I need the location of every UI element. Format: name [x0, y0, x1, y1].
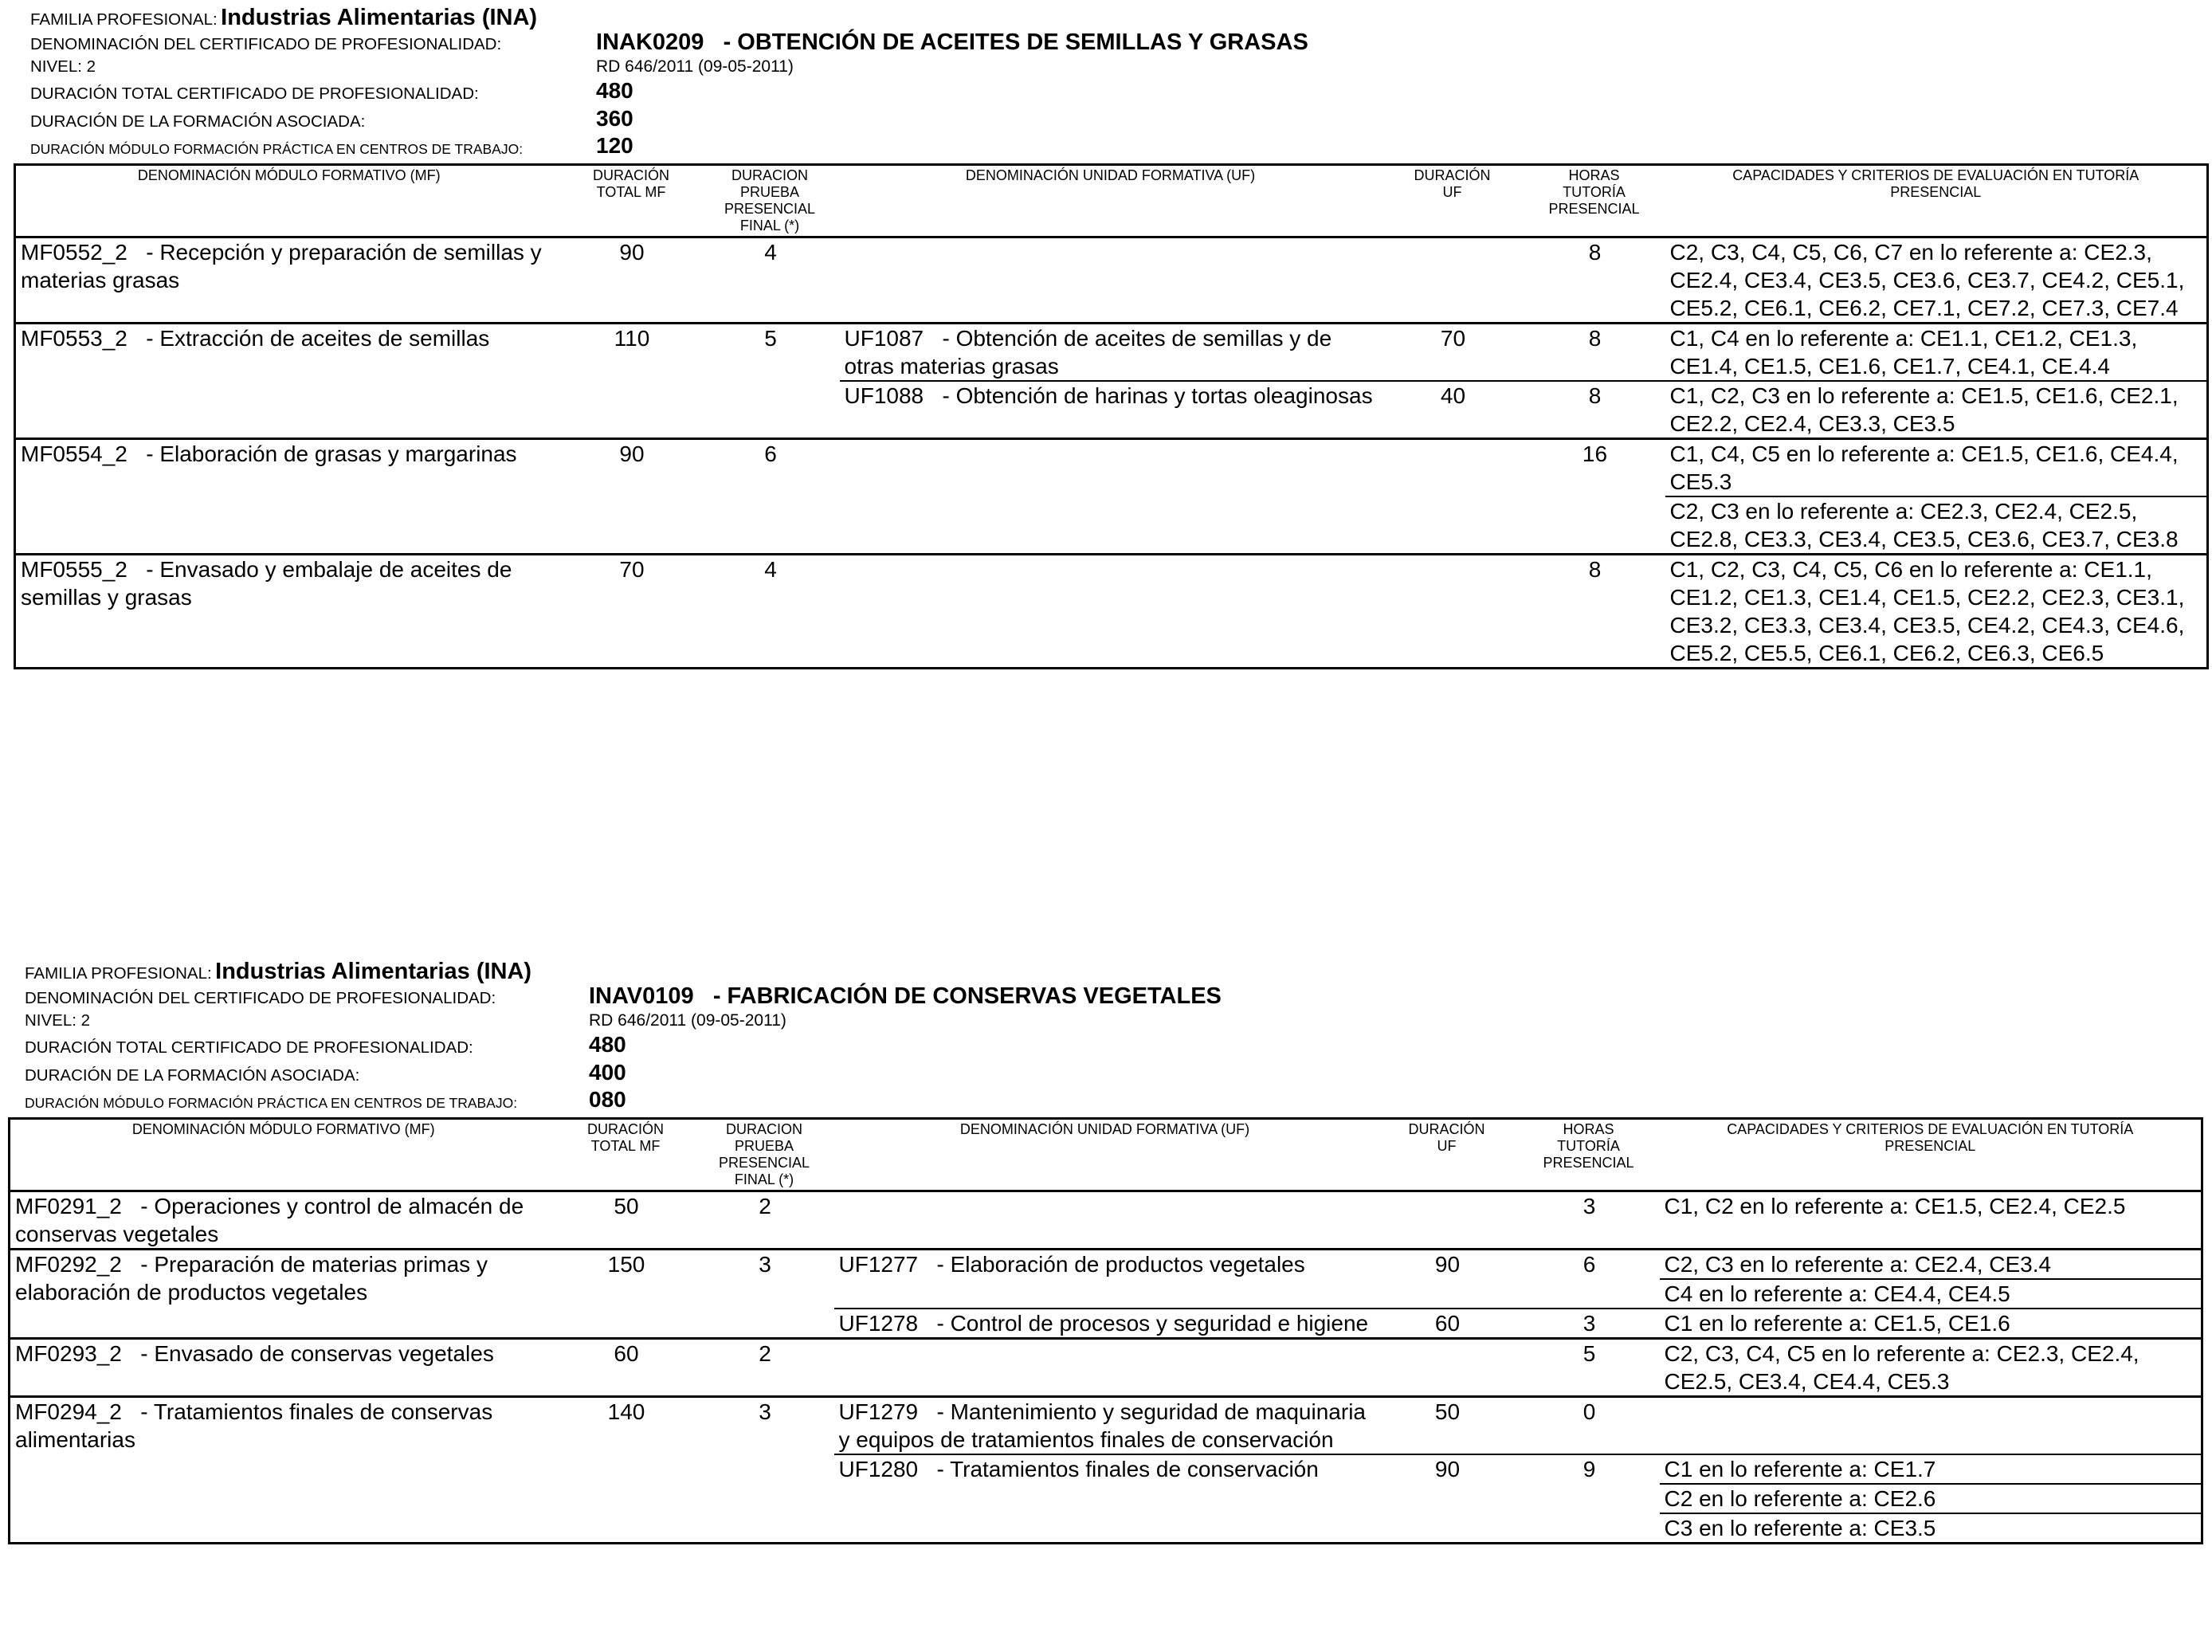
uf-dur-cell: 90 [1376, 1250, 1518, 1309]
modules-table [14, 163, 2209, 669]
cap-cell: C1, C4 en lo referente a: CE1.1, CE1.2, CE1.3, CE1.4, CE1.5, CE1.6, CE1.7, CE4.1, CE.4.4 [1665, 324, 2208, 382]
table-row [15, 439, 2208, 497]
duracion-formacion-label: DURACIÓN DE LA FORMACIÓN ASOCIADA: [30, 112, 366, 131]
mf-cell: MF0552_2 - Recepción y preparación de semillas y materias grasas [15, 237, 563, 324]
certificate-header [30, 5, 2182, 164]
cap-cell: C2 en lo referente a: CE2.6 [1660, 1484, 2202, 1513]
col-header-uf: DENOMINACIÓN UNIDAD FORMATIVA (UF) [965, 167, 1256, 183]
modules-table [8, 1117, 2203, 1544]
certificate-name: - FABRICACIÓN DE CONSERVAS VEGETALES [712, 983, 1222, 1009]
table-header-row [10, 1119, 2202, 1191]
mf-prueba-cell: 4 [700, 237, 840, 324]
cap-cell: C4 en lo referente a: CE4.4, CE4.5 [1660, 1279, 2202, 1309]
uf-dur-cell: 50 [1376, 1397, 1518, 1455]
col-header-mf: DENOMINACIÓN MÓDULO FORMATIVO (MF) [131, 1121, 435, 1137]
duracion-total-label: DURACIÓN TOTAL CERTIFICADO DE PROFESIONALIDAD: [30, 84, 479, 103]
col-header-duracion-uf: DURACIÓN UF [1414, 167, 1491, 200]
uf-dur-cell [1376, 1339, 1518, 1397]
nivel-label: NIVEL: 2 [30, 57, 96, 76]
denominacion-label: DENOMINACIÓN DEL CERTIFICADO DE PROFESIONALIDAD: [25, 989, 496, 1007]
mf-total-cell: 150 [557, 1250, 695, 1339]
mf-cell: MF0555_2 - Envasado y embalaje de aceites de semillas y grasas [15, 555, 563, 669]
table-header-row [15, 165, 2208, 237]
uf-dur-cell: 70 [1382, 324, 1524, 382]
mf-cell: MF0292_2 - Preparación de materias primas y elaboración de productos vegetales [10, 1250, 557, 1339]
duracion-practica-label: DURACIÓN MÓDULO FORMACIÓN PRÁCTICA EN CENTROS DE TRABAJO: [25, 1095, 518, 1111]
duracion-formacion-value: 400 [589, 1060, 626, 1085]
col-header-duracion-uf: DURACIÓN UF [1408, 1121, 1485, 1154]
col-header-mf: DENOMINACIÓN MÓDULO FORMATIVO (MF) [137, 167, 441, 183]
uf-dur-cell: 60 [1376, 1309, 1518, 1339]
horas-cell: 16 [1524, 439, 1665, 555]
col-header-horas: HORAS TUTORÍA PRESENCIAL [1548, 167, 1640, 217]
col-header-prueba: DURACION PRUEBA PRESENCIAL FINAL (*) [724, 167, 816, 233]
horas-cell: 6 [1518, 1250, 1660, 1309]
mf-cell: MF0553_2 - Extracción de aceites de semillas [15, 324, 563, 439]
cap-cell: C3 en lo referente a: CE3.5 [1660, 1513, 2202, 1544]
certificate-code: INAV0109 [589, 983, 694, 1009]
table-row [10, 1339, 2202, 1397]
familia-value: Industrias Alimentarias (INA) [221, 5, 538, 30]
cap-cell [1660, 1397, 2202, 1455]
uf-cell: UF1280 - Tratamientos finales de conservación [834, 1454, 1376, 1544]
col-header-prueba: DURACION PRUEBA PRESENCIAL FINAL (*) [718, 1121, 810, 1187]
horas-cell: 3 [1518, 1309, 1660, 1339]
duracion-total-value: 480 [596, 78, 633, 103]
rd-value: RD 646/2011 (09-05-2011) [596, 57, 794, 76]
mf-cell: MF0293_2 - Envasado de conservas vegetales [10, 1339, 557, 1397]
horas-cell: 3 [1518, 1191, 1660, 1250]
cap-cell: C2, C3 en lo referente a: CE2.3, CE2.4, CE2.5, CE2.8, CE3.3, CE3.4, CE3.5, CE3.6, CE3.7, CE3.8 [1665, 496, 2208, 555]
mf-total-cell: 90 [563, 439, 700, 555]
uf-cell [840, 555, 1382, 669]
uf-cell [834, 1339, 1376, 1397]
horas-cell: 9 [1518, 1454, 1660, 1544]
uf-cell: UF1279 - Mantenimiento y seguridad de maquinaria y equipos de tratamientos finales de conservación [834, 1397, 1376, 1455]
table-row [15, 237, 2208, 324]
cap-cell: C1, C2, C3 en lo referente a: CE1.5, CE1.6, CE2.1, CE2.2, CE2.4, CE3.3, CE3.5 [1665, 381, 2208, 439]
mf-total-cell: 60 [557, 1339, 695, 1397]
uf-cell [834, 1191, 1376, 1250]
uf-cell [840, 237, 1382, 324]
col-header-duracion-mf: DURACIÓN TOTAL MF [592, 167, 669, 200]
duracion-practica-value: 120 [596, 133, 633, 158]
certificate-header [25, 959, 2176, 1118]
cap-cell: C1, C2, C3, C4, C5, C6 en lo referente a: CE1.1, CE1.2, CE1.3, CE1.4, CE1.5, CE2.2, CE2.3, CE3.1, CE3.2, CE3.3, CE3.4, CE3.5, CE4.2, CE4.3, CE4.6, CE5.2, CE5.5, CE6.1, CE6.2, CE6.3, CE6.5 [1665, 555, 2208, 669]
cap-cell: C2, C3, C4, C5 en lo referente a: CE2.3, CE2.4, CE2.5, CE3.4, CE4.4, CE5.3 [1660, 1339, 2202, 1397]
table-row [10, 1397, 2202, 1455]
uf-cell: UF1087 - Obtención de aceites de semillas y de otras materias grasas [840, 324, 1382, 382]
uf-cell: UF1277 - Elaboración de productos vegetales [834, 1250, 1376, 1309]
mf-cell: MF0291_2 - Operaciones y control de almacén de conservas vegetales [10, 1191, 557, 1250]
mf-prueba-cell: 5 [700, 324, 840, 439]
table-row [15, 324, 2208, 382]
uf-dur-cell: 40 [1382, 381, 1524, 439]
cap-cell: C2, C3 en lo referente a: CE2.4, CE3.4 [1660, 1250, 2202, 1280]
cap-cell: C1, C4, C5 en lo referente a: CE1.5, CE1.6, CE4.4, CE5.3 [1665, 439, 2208, 497]
mf-prueba-cell: 2 [695, 1339, 834, 1397]
col-header-duracion-mf: DURACIÓN TOTAL MF [586, 1121, 664, 1154]
cap-cell: C1, C2 en lo referente a: CE1.5, CE2.4, CE2.5 [1660, 1191, 2202, 1250]
denominacion-label: DENOMINACIÓN DEL CERTIFICADO DE PROFESIONALIDAD: [30, 35, 502, 53]
table-row [10, 1191, 2202, 1250]
duracion-total-value: 480 [589, 1032, 626, 1057]
horas-cell: 5 [1518, 1339, 1660, 1397]
cap-cell: C2, C3, C4, C5, C6, C7 en lo referente a: CE2.3, CE2.4, CE3.4, CE3.5, CE3.6, CE3.7, CE4.2, CE5.1, CE5.2, CE6.1, CE6.2, CE7.1, CE7.2, CE7.3, CE7.4 [1665, 237, 2208, 324]
horas-cell: 8 [1524, 555, 1665, 669]
mf-cell: MF0294_2 - Tratamientos finales de conservas alimentarias [10, 1397, 557, 1544]
uf-cell: UF1278 - Control de procesos y seguridad e higiene [834, 1309, 1376, 1339]
familia-line [30, 5, 537, 31]
familia-value: Industrias Alimentarias (INA) [215, 959, 532, 984]
mf-prueba-cell: 3 [695, 1397, 834, 1544]
col-header-uf: DENOMINACIÓN UNIDAD FORMATIVA (UF) [959, 1121, 1250, 1137]
mf-total-cell: 90 [563, 237, 700, 324]
rd-value: RD 646/2011 (09-05-2011) [589, 1011, 786, 1030]
familia-label: FAMILIA PROFESIONAL: [30, 10, 218, 29]
col-header-horas: HORAS TUTORÍA PRESENCIAL [1543, 1121, 1634, 1171]
horas-cell: 8 [1524, 324, 1665, 382]
horas-cell: 8 [1524, 237, 1665, 324]
uf-cell [840, 439, 1382, 555]
certificate-code: INAK0209 [596, 29, 704, 55]
mf-total-cell: 70 [563, 555, 700, 669]
mf-prueba-cell: 2 [695, 1191, 834, 1250]
cap-cell: C1 en lo referente a: CE1.7 [1660, 1454, 2202, 1484]
mf-prueba-cell: 4 [700, 555, 840, 669]
uf-dur-cell [1382, 555, 1524, 669]
mf-cell: MF0554_2 - Elaboración de grasas y margarinas [15, 439, 563, 555]
certificate-title [589, 983, 1222, 1010]
col-header-capacidades: CAPACIDADES Y CRITERIOS DE EVALUACIÓN EN TUTORÍA PRESENCIAL [1732, 167, 2139, 200]
duracion-practica-value: 080 [589, 1087, 626, 1112]
col-header-capacidades: CAPACIDADES Y CRITERIOS DE EVALUACIÓN EN TUTORÍA PRESENCIAL [1727, 1121, 2134, 1154]
table-row [10, 1250, 2202, 1280]
familia-line [25, 959, 531, 985]
horas-cell: 8 [1524, 381, 1665, 439]
certificate-title [596, 29, 1308, 56]
duracion-total-label: DURACIÓN TOTAL CERTIFICADO DE PROFESIONALIDAD: [25, 1038, 473, 1057]
nivel-label: NIVEL: 2 [25, 1011, 91, 1030]
certificate-name: - OBTENCIÓN DE ACEITES DE SEMILLAS Y GRASAS [723, 29, 1308, 55]
table-row [15, 555, 2208, 669]
uf-dur-cell [1382, 439, 1524, 555]
mf-prueba-cell: 3 [695, 1250, 834, 1339]
duracion-formacion-label: DURACIÓN DE LA FORMACIÓN ASOCIADA: [25, 1066, 360, 1085]
duracion-practica-label: DURACIÓN MÓDULO FORMACIÓN PRÁCTICA EN CENTROS DE TRABAJO: [30, 141, 524, 157]
uf-dur-cell: 90 [1376, 1454, 1518, 1544]
duracion-formacion-value: 360 [596, 106, 633, 131]
horas-cell: 0 [1518, 1397, 1660, 1455]
familia-label: FAMILIA PROFESIONAL: [25, 964, 212, 983]
cap-cell: C1 en lo referente a: CE1.5, CE1.6 [1660, 1309, 2202, 1339]
mf-total-cell: 110 [563, 324, 700, 439]
mf-prueba-cell: 6 [700, 439, 840, 555]
uf-cell: UF1088 - Obtención de harinas y tortas oleaginosas [840, 381, 1382, 439]
uf-dur-cell [1382, 237, 1524, 324]
uf-dur-cell [1376, 1191, 1518, 1250]
mf-total-cell: 50 [557, 1191, 695, 1250]
mf-total-cell: 140 [557, 1397, 695, 1544]
